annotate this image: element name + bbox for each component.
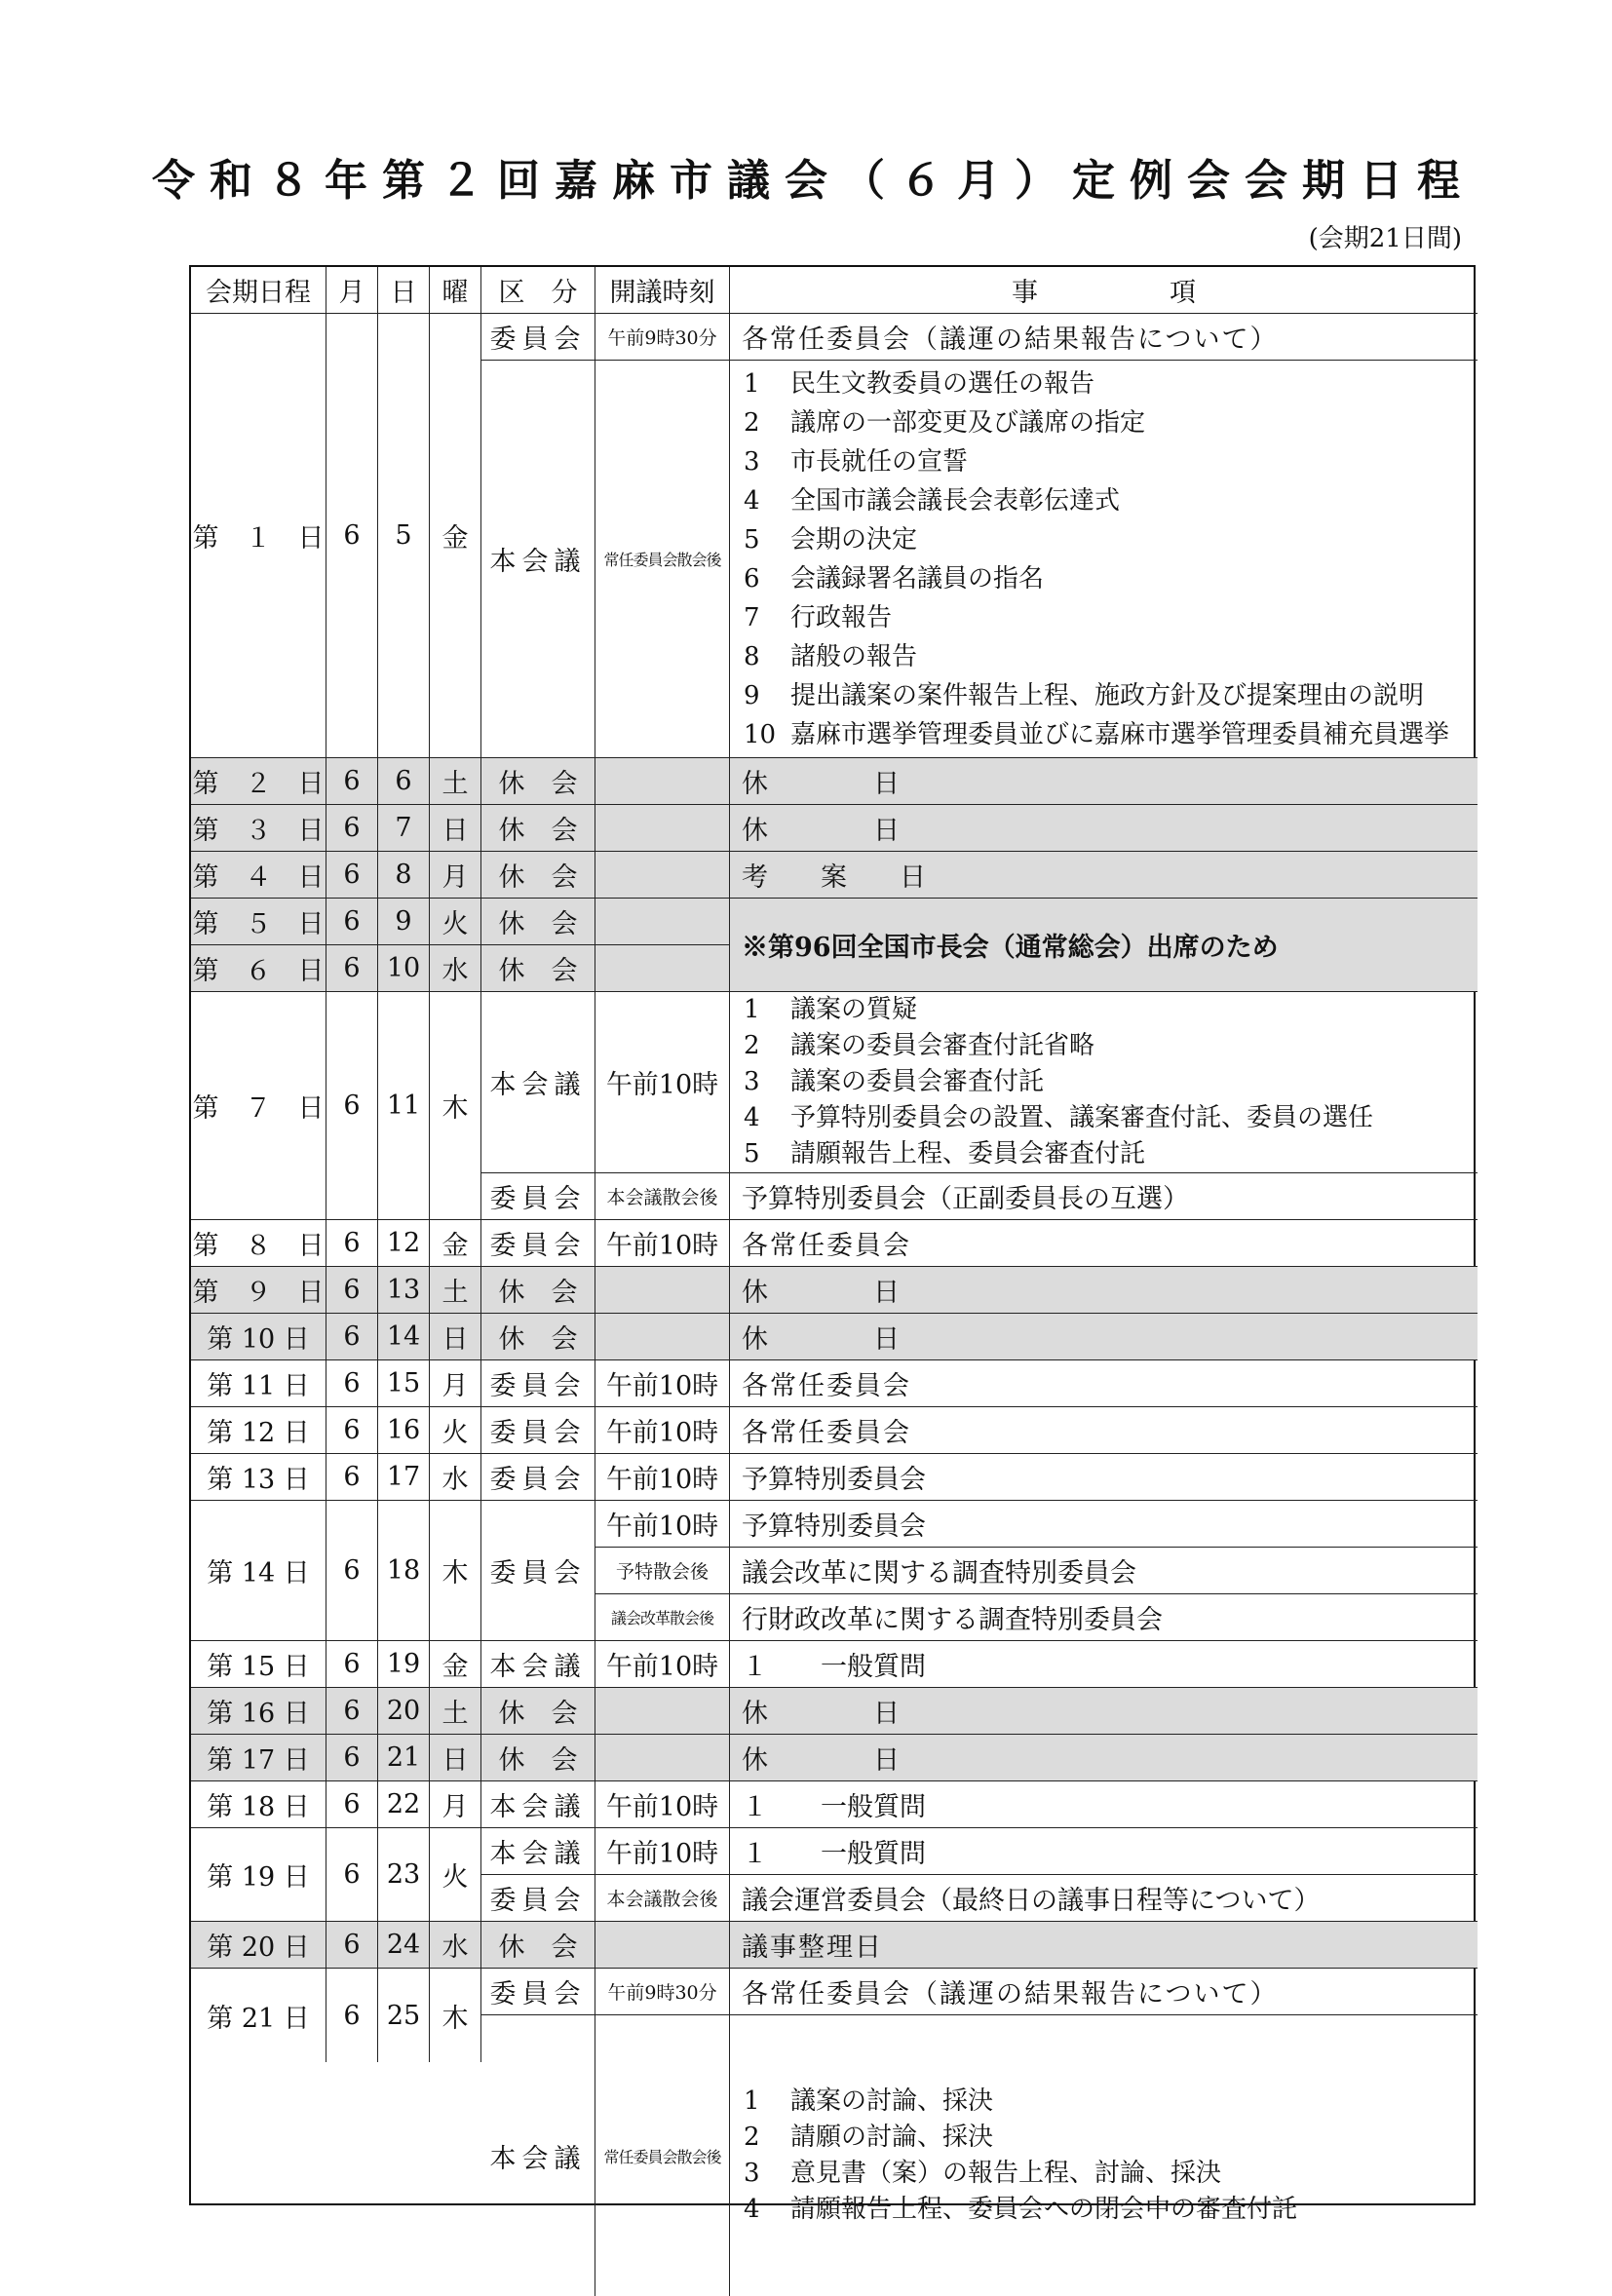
month-cell: 6 <box>326 1360 378 1407</box>
weekday-cell: 日 <box>430 1314 481 1360</box>
category-cell: 委員会 <box>481 314 595 361</box>
day-cell: 13 <box>378 1267 430 1314</box>
month-cell: 6 <box>326 1407 378 1454</box>
header-day: 日 <box>378 267 430 314</box>
category-cell: 委員会 <box>481 1501 595 1641</box>
month-cell: 6 <box>326 1688 378 1735</box>
weekday-cell: 月 <box>430 852 481 899</box>
agenda-cell: 各常任委員会（議運の結果報告について） <box>730 1969 1478 2015</box>
header-weekday: 曜 <box>430 267 481 314</box>
category-cell: 委員会 <box>481 1875 595 1922</box>
weekday-cell: 水 <box>430 1922 481 1969</box>
time-cell: 常任委員会散会後 <box>595 2015 730 2296</box>
day-label: 第 ９ 日 <box>191 1267 326 1314</box>
time-cell: 午前10時 <box>595 1360 730 1407</box>
category-cell: 委員会 <box>481 1173 595 1220</box>
page-title: 令和８年第２回嘉麻市議会（６月）定例会会期日程 <box>152 156 1475 206</box>
session-length: (会期21日間) <box>1308 224 1462 253</box>
agenda-item: 8 諸般の報告 <box>744 641 918 671</box>
agenda-item: 1 民生文教委員の選任の報告 <box>744 368 1095 399</box>
agenda-item: 6 会議録署名議員の指名 <box>744 563 1045 593</box>
category-cell: 本会議 <box>481 1781 595 1828</box>
month-cell: 6 <box>326 1641 378 1688</box>
agenda-item: 4 全国市議会議長会表彰伝達式 <box>744 485 1121 516</box>
day-cell: 25 <box>378 1969 430 2062</box>
month-cell: 6 <box>326 805 378 852</box>
month-cell: 6 <box>326 1220 378 1267</box>
time-cell: 午前10時 <box>595 1220 730 1267</box>
time-cell: 午前9時30分 <box>595 1969 730 2015</box>
header-session-day: 会期日程 <box>191 267 326 314</box>
agenda-cell: 議会改革に関する調査特別委員会 <box>730 1548 1478 1594</box>
agenda-cell: 各常任委員会 <box>730 1407 1478 1454</box>
month-cell: 6 <box>326 1828 378 1922</box>
agenda-item: 4 請願報告上程、委員会への閉会中の審査付託 <box>744 2195 1298 2224</box>
agenda-item: 1 議案の質疑 <box>744 995 918 1024</box>
month-cell: 6 <box>326 899 378 945</box>
agenda-cell: 予算特別委員会 <box>730 1454 1478 1501</box>
category-cell: 本会議 <box>481 1828 595 1875</box>
agenda-item: 3 市長就任の宣誓 <box>744 446 969 477</box>
agenda-item: 3 意見書（案）の報告上程、討論、採決 <box>744 2159 1222 2188</box>
schedule-table <box>189 265 1476 2224</box>
time-cell <box>595 1688 730 1735</box>
category-cell: 休 会 <box>481 1922 595 1969</box>
day-cell: 21 <box>378 1735 430 1781</box>
agenda-item: 2 請願の討論、採決 <box>744 2123 994 2152</box>
month-cell: 6 <box>326 852 378 899</box>
time-cell: 常任委員会散会後 <box>595 361 730 758</box>
day-label: 第 ２ 日 <box>191 758 326 805</box>
month-cell: 6 <box>326 945 378 992</box>
category-cell: 本会議 <box>481 361 595 758</box>
agenda-list <box>730 361 1478 758</box>
day-label: 第 18 日 <box>191 1781 326 1828</box>
agenda-cell: 休 日 <box>730 1267 1478 1314</box>
time-cell <box>595 1314 730 1360</box>
day-cell: 5 <box>378 314 430 758</box>
month-cell: 6 <box>326 1969 378 2062</box>
category-cell: 休 会 <box>481 852 595 899</box>
agenda-cell: 休 日 <box>730 1688 1478 1735</box>
weekday-cell: 日 <box>430 1735 481 1781</box>
category-cell: 休 会 <box>481 1688 595 1735</box>
agenda-item: 2 議案の委員会審査付託省略 <box>744 1031 1095 1060</box>
agenda-item: 1 議案の討論、採決 <box>744 2086 994 2116</box>
category-cell: 休 会 <box>481 758 595 805</box>
header-category: 区 分 <box>481 267 595 314</box>
weekday-cell: 水 <box>430 1454 481 1501</box>
weekday-cell: 金 <box>430 1641 481 1688</box>
time-cell: 午前9時30分 <box>595 314 730 361</box>
agenda-cell: 各常任委員会（議運の結果報告について） <box>730 314 1478 361</box>
category-cell: 委員会 <box>481 1969 595 2015</box>
agenda-cell: 休 日 <box>730 758 1478 805</box>
month-cell: 6 <box>326 1735 378 1781</box>
day-label: 第 ６ 日 <box>191 945 326 992</box>
day-label: 第 11 日 <box>191 1360 326 1407</box>
day-label: 第 10 日 <box>191 1314 326 1360</box>
agenda-list <box>730 992 1478 1173</box>
category-cell: 休 会 <box>481 805 595 852</box>
month-cell: 6 <box>326 1314 378 1360</box>
weekday-cell: 月 <box>430 1360 481 1407</box>
agenda-cell: 各常任委員会 <box>730 1220 1478 1267</box>
time-cell: 議会改革散会後 <box>595 1594 730 1641</box>
month-cell: 6 <box>326 1454 378 1501</box>
agenda-cell: 各常任委員会 <box>730 1360 1478 1407</box>
time-cell <box>595 758 730 805</box>
time-cell: 午前10時 <box>595 1781 730 1828</box>
agenda-cell: 議会運営委員会（最終日の議事日程等について） <box>730 1875 1478 1922</box>
weekday-cell: 火 <box>430 899 481 945</box>
weekday-cell: 日 <box>430 805 481 852</box>
category-cell: 休 会 <box>481 945 595 992</box>
time-cell: 予特散会後 <box>595 1548 730 1594</box>
time-cell: 午前10時 <box>595 1828 730 1875</box>
month-cell: 6 <box>326 1781 378 1828</box>
day-cell: 22 <box>378 1781 430 1828</box>
day-label: 第 12 日 <box>191 1407 326 1454</box>
category-cell: 委員会 <box>481 1220 595 1267</box>
day-label: 第 13 日 <box>191 1454 326 1501</box>
month-cell: 6 <box>326 1267 378 1314</box>
category-cell: 休 会 <box>481 1267 595 1314</box>
agenda-cell: 休 日 <box>730 805 1478 852</box>
time-cell <box>595 899 730 945</box>
day-cell: 19 <box>378 1641 430 1688</box>
time-cell <box>595 852 730 899</box>
day-label: 第 17 日 <box>191 1735 326 1781</box>
day-cell: 11 <box>378 992 430 1220</box>
agenda-list <box>730 2015 1478 2296</box>
day-label: 第 ３ 日 <box>191 805 326 852</box>
day-cell: 23 <box>378 1828 430 1922</box>
day-cell: 20 <box>378 1688 430 1735</box>
agenda-cell: 休 日 <box>730 1314 1478 1360</box>
weekday-cell: 土 <box>430 1688 481 1735</box>
weekday-cell: 土 <box>430 1267 481 1314</box>
day-cell: 24 <box>378 1922 430 1969</box>
agenda-cell: １ 一般質問 <box>730 1828 1478 1875</box>
day-label: 第 ４ 日 <box>191 852 326 899</box>
day-label: 第 １ 日 <box>191 314 326 758</box>
time-cell: 本会議散会後 <box>595 1875 730 1922</box>
agenda-item: 5 請願報告上程、委員会審査付託 <box>744 1139 1146 1168</box>
time-cell <box>595 1735 730 1781</box>
category-cell: 本会議 <box>481 2015 595 2296</box>
agenda-cell: 議事整理日 <box>730 1922 1478 1969</box>
header-agenda: 事 項 <box>730 267 1478 314</box>
day-cell: 9 <box>378 899 430 945</box>
time-cell <box>595 805 730 852</box>
weekday-cell: 木 <box>430 992 481 1220</box>
day-label: 第 21 日 <box>191 1969 326 2062</box>
agenda-item: 10 嘉麻市選挙管理委員並びに嘉麻市選挙管理委員補充員選挙 <box>744 719 1450 749</box>
month-cell: 6 <box>326 314 378 758</box>
weekday-cell: 水 <box>430 945 481 992</box>
day-cell: 15 <box>378 1360 430 1407</box>
month-cell: 6 <box>326 1922 378 1969</box>
time-cell <box>595 1922 730 1969</box>
day-cell: 16 <box>378 1407 430 1454</box>
agenda-cell: 予算特別委員会（正副委員長の互選） <box>730 1173 1478 1220</box>
day-label: 第 ７ 日 <box>191 992 326 1220</box>
agenda-cell: 行財政改革に関する調査特別委員会 <box>730 1594 1478 1641</box>
header-start-time: 開議時刻 <box>595 267 730 314</box>
time-cell <box>595 945 730 992</box>
agenda-item: 3 議案の委員会審査付託 <box>744 1067 1045 1096</box>
category-cell: 委員会 <box>481 1360 595 1407</box>
category-cell: 休 会 <box>481 1735 595 1781</box>
day-label: 第 20 日 <box>191 1922 326 1969</box>
day-cell: 18 <box>378 1501 430 1641</box>
month-cell: 6 <box>326 1501 378 1641</box>
month-cell: 6 <box>326 758 378 805</box>
agenda-item: 7 行政報告 <box>744 602 893 632</box>
weekday-cell: 火 <box>430 1828 481 1922</box>
day-label: 第 ５ 日 <box>191 899 326 945</box>
weekday-cell: 火 <box>430 1407 481 1454</box>
category-cell: 休 会 <box>481 899 595 945</box>
day-label: 第 ８ 日 <box>191 1220 326 1267</box>
header-month: 月 <box>326 267 378 314</box>
month-cell: 6 <box>326 992 378 1220</box>
time-cell: 午前10時 <box>595 1501 730 1548</box>
category-cell: 休 会 <box>481 1314 595 1360</box>
weekday-cell: 土 <box>430 758 481 805</box>
day-cell: 10 <box>378 945 430 992</box>
agenda-cell: 考 案 日 <box>730 852 1478 899</box>
day-label: 第 14 日 <box>191 1501 326 1641</box>
time-cell <box>595 1267 730 1314</box>
day-cell: 12 <box>378 1220 430 1267</box>
agenda-item: 4 予算特別委員会の設置、議案審査付託、委員の選任 <box>744 1103 1374 1132</box>
day-label: 第 15 日 <box>191 1641 326 1688</box>
time-cell: 午前10時 <box>595 1407 730 1454</box>
category-cell: 本会議 <box>481 992 595 1173</box>
time-cell: 本会議散会後 <box>595 1173 730 1220</box>
category-cell: 本会議 <box>481 1641 595 1688</box>
day-cell: 14 <box>378 1314 430 1360</box>
agenda-item: 5 会期の決定 <box>744 524 918 555</box>
agenda-cell: 休 日 <box>730 1735 1478 1781</box>
agenda-note: ※第96回全国市長会（通常総会）出席のため <box>730 899 1478 992</box>
category-cell: 委員会 <box>481 1454 595 1501</box>
weekday-cell: 木 <box>430 1501 481 1641</box>
agenda-cell: １ 一般質問 <box>730 1781 1478 1828</box>
agenda-item: 2 議席の一部変更及び議席の指定 <box>744 407 1146 438</box>
time-cell: 午前10時 <box>595 992 730 1173</box>
day-label: 第 16 日 <box>191 1688 326 1735</box>
weekday-cell: 金 <box>430 1220 481 1267</box>
weekday-cell: 木 <box>430 1969 481 2062</box>
weekday-cell: 金 <box>430 314 481 758</box>
day-cell: 17 <box>378 1454 430 1501</box>
category-cell: 委員会 <box>481 1407 595 1454</box>
day-cell: 7 <box>378 805 430 852</box>
day-label: 第 19 日 <box>191 1828 326 1922</box>
day-cell: 6 <box>378 758 430 805</box>
agenda-item: 9 提出議案の案件報告上程、施政方針及び提案理由の説明 <box>744 680 1425 710</box>
time-cell: 午前10時 <box>595 1641 730 1688</box>
weekday-cell: 月 <box>430 1781 481 1828</box>
day-cell: 8 <box>378 852 430 899</box>
time-cell: 午前10時 <box>595 1454 730 1501</box>
agenda-cell: 予算特別委員会 <box>730 1501 1478 1548</box>
agenda-cell: １ 一般質問 <box>730 1641 1478 1688</box>
